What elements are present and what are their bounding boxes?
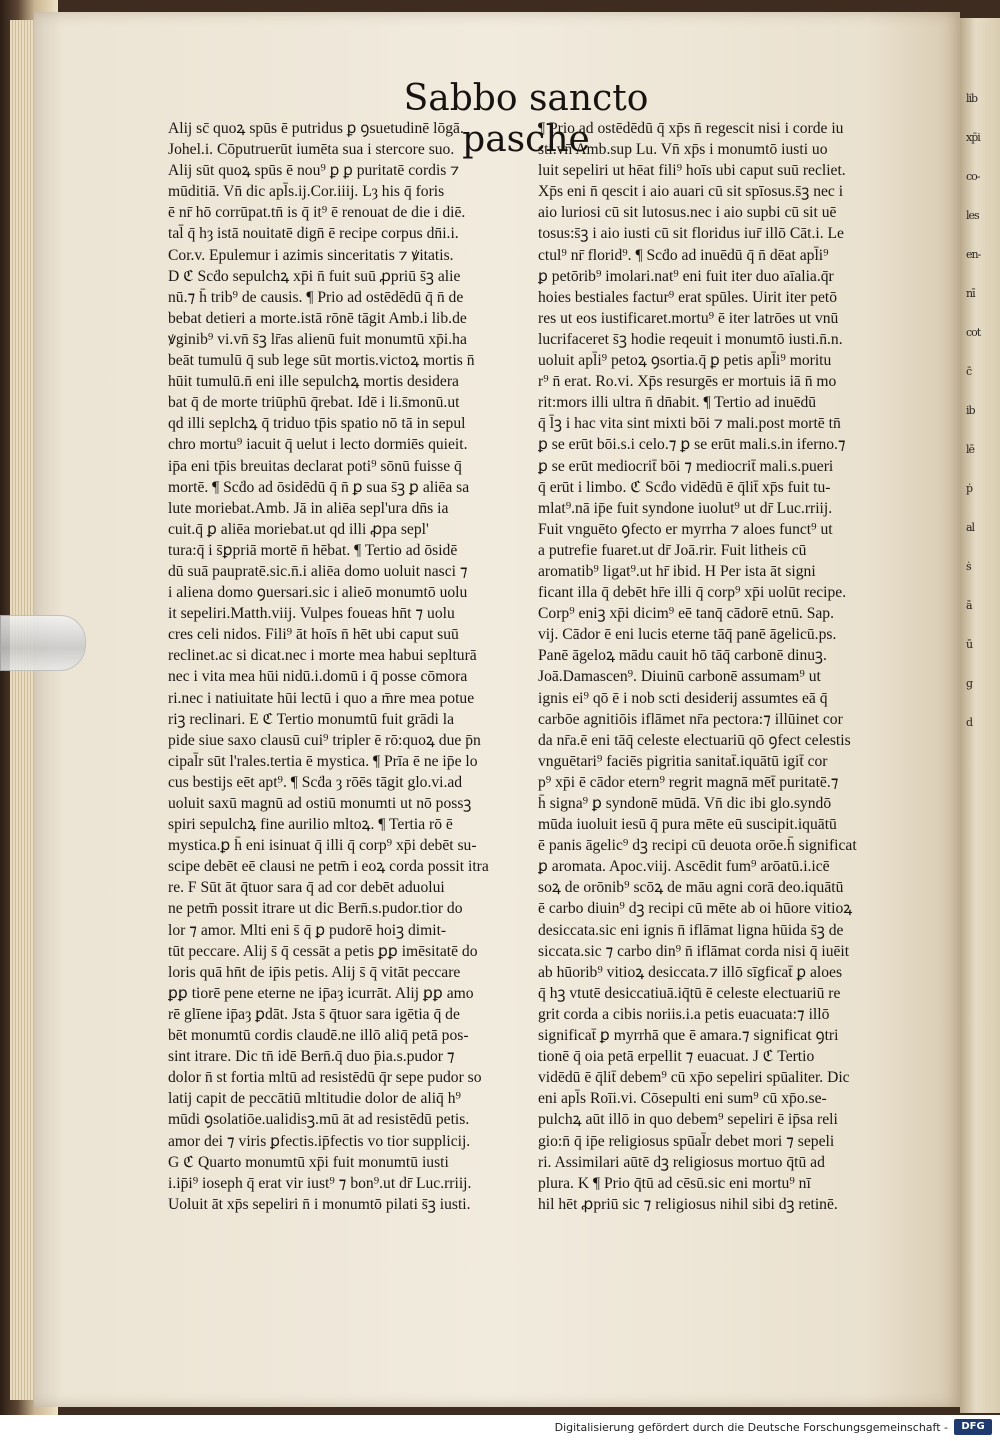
text-line: desiccata.sic eni ignis n̄ iflāmat ligna hūida s̄ꝫ de: [538, 921, 844, 939]
text-line: ri.nec i natiuitate hūi lectū i quo a m̄re mea potue: [168, 689, 475, 707]
text-line: Joā.Damascen⁹. Diuinū carbonē assumam⁹ ut: [538, 668, 821, 686]
text-line: pulchꝝ aūt illō in quo debem⁹ sepeliri ē ip̄sa reli: [538, 1111, 838, 1129]
text-line: Alij sūt quoꝝ spūs ē nou⁹ ꝑ ꝑ puritatē cordis ⁊: [168, 162, 460, 180]
adjacent-text-fragment: co-: [966, 170, 980, 183]
text-line: siccata.sic ⁊ carbo din⁹ n̄ iflāmat corda nisi q̄ iuēit: [538, 942, 850, 960]
text-line: ignis ei⁹ qō ē i nob scti desiderij assumtes eā q̄: [538, 689, 828, 707]
text-line: cuit.q̄ ꝑ aliēa moriebat.ut qd illi ꝓpa sepl': [168, 520, 429, 538]
right-text-column: [538, 118, 906, 1215]
text-line: vij. Cādor ē eni lucis eterne tāq̄ panē āgelicū.ps.: [538, 626, 837, 644]
text-line: re. F Sūt āt q̄tuor sara q̄ ad cor debēt aduolui: [168, 879, 445, 897]
text-line: q̄ hꝫ vtutē desiccatiuā.iq̄tū ē celeste electuariū re: [538, 984, 841, 1002]
text-line: uoluit saxū magnū ad ostiū monumti ut nō possꝫ: [168, 795, 472, 812]
text-line: mūditiā. Vn̄ dic apl̄s.ij.Cor.iiij. Lȝ his q̄ foris: [168, 183, 445, 201]
text-line: res ut eos iustificaret.mortu⁹ ē iter latrōes ut vnū: [538, 309, 839, 327]
text-line: ꝑ petōrib⁹ imolari.nat⁹ eni fuit iter duo aīalia.q̄r: [538, 267, 834, 285]
text-line: mūdi ꝯsolatiōe.ualidisꝫ.mū āt ad resistēdū petis.: [168, 1111, 470, 1129]
text-line: aio luriosi cū sit lutosus.nec i aio supbi cū sit uē: [538, 204, 837, 222]
left-text-column: [168, 118, 536, 1215]
text-line: Uoluit āt xp̄s sepeliri n̄ i monumtō pilati s̄ꝫ iusti.: [168, 1195, 471, 1213]
text-line: Johel.i. Cōputruerūt iumēta sua i stercore suo.: [168, 141, 455, 159]
text-line: hil hēt ꝓpriū sic ⁊ religiosus nihil sibi dꝫ retinē.: [538, 1195, 838, 1213]
text-line: Alij sc̄ quoꝝ spūs ē putridus ꝑ ꝯsuetudinē lōgā.: [168, 120, 464, 137]
text-line: tionē q̄ oia petā erpellit ⁊ euacuat. J ℭ Tertio: [538, 1048, 815, 1066]
text-line: r⁹ n̄ erat. Ro.vi. Xp̄s resurgēs er mortuis iā n̄ mo: [538, 373, 837, 391]
text-line: cres celi nidos. Fili⁹ āt hoīs n̄ hēt ubi caput suū: [168, 626, 459, 644]
text-line: sti.vn̄ Amb.sup Lu. Vn̄ xp̄s i monumtō iusti uo: [538, 141, 828, 159]
text-line: beāt tumulū q̄ sub lege sūt mortis.victoꝝ mortis n̄: [168, 352, 475, 370]
text-line: lute moriebat.Amb. Jā in aliēa sepl'ura dn̄s ia: [168, 499, 449, 517]
text-line: dolor n̄ st fortia mltū ad resistēdū q̄r sepe pudor so: [168, 1069, 482, 1087]
dfg-logo: DFG: [954, 1419, 992, 1435]
text-line: grit corda a cibis noriis.i.a petis euacuata:⁊ illō: [538, 1005, 830, 1023]
text-line: aromatib⁹ ligat⁹.ut hr̄ ibid. H Per ista āt signi: [538, 562, 816, 580]
text-line: G ℭ Quarto monumtū xp̄i fuit monumtū iusti: [168, 1153, 449, 1171]
text-line: mūda iuoluit iesū q̄ pura mēte eū suscipit.iquātū: [538, 816, 837, 834]
text-line: dū suā paupratē.sic.n̄.i aliēa domo uoluit nasci ⁊: [168, 562, 468, 580]
text-line: D ℭ Scḋo sepulchꝝ xp̄i n̄ fuit suū ꝓpriū s̄ꝫ alie: [168, 267, 461, 285]
text-line: ē carbo diuin⁹ dꝫ recipi cū mēte ab oi hūore vitioꝝ: [538, 900, 853, 918]
adjacent-text-fragment: ṗ: [966, 482, 973, 495]
text-line: ficant illa q̄ debēt hr̄e illi q̄ corp⁹ xp̄i uolūt recipe.: [538, 584, 847, 602]
text-line: p⁹ xp̄i ē cādor etern⁹ regrit magnā mēt̄ puritatē.⁊: [538, 773, 839, 791]
text-line: reclinet.ac si dicat.nec i morte mea habui seplturā: [168, 647, 477, 665]
adjacent-text-fragment: ṡ: [966, 560, 971, 573]
text-line: tal̄ q̄ hȝ istā nouitatē dign̄ ē recipe corpus dn̄i.i.: [168, 225, 459, 243]
adjacent-text-fragment: c̄: [966, 365, 972, 378]
adjacent-text-fragment: les: [966, 209, 979, 222]
text-line: mlat⁹.nā ip̄e fuit syndone iuolut⁹ ut dr̄ Luc.rriij.: [538, 499, 833, 517]
text-line: i.ip̄i⁹ ioseph q̄ erat vir iust⁹ ⁊ bon⁹.ut dr̄ Luc.rriij.: [168, 1174, 472, 1192]
text-line: riꝫ reclinari. E ℭ Tertio monumtū fuit grādi la: [168, 710, 454, 728]
text-line: Cor.v. Epulemur i azimis sinceritatis ⁊ ꝟitatis.: [168, 246, 454, 264]
text-line: ab hūorib⁹ vitioꝝ desiccata.⁊ illō sīgficat̄ ꝑ aloes: [538, 963, 843, 981]
text-line: nec i vita mea hūi nidū.i.domū i q̄ posse cōmora: [168, 668, 468, 686]
text-line: sint itrare. Dic tn̄ idē Bern̄.q̄ duo p̄ia.s.pudor ⁊: [168, 1048, 455, 1066]
text-line: uoluit apl̄i⁹ petoꝝ ꝯsortia.q̄ ꝑ petis apl̄i⁹ moritu: [538, 352, 832, 370]
funding-credit: Digitalisierung gefördert durch die Deutsche Forschungsgemeinschaft -: [554, 1421, 948, 1434]
adjacent-text-fragment: nī: [966, 287, 975, 300]
adjacent-text-fragment: ū: [966, 638, 973, 651]
text-line: ri. Assimilari aūtē dꝫ religiosus mortuo q̄tū ad: [538, 1153, 825, 1171]
text-line: rē glīene ip̄aȝ ꝑdāt. Jsta s̄ q̄tuor sara igētia q̄ de: [168, 1005, 460, 1023]
text-line: a putrefie fuaret.ut dr̄ Joā.rir. Fuit litheis cū: [538, 541, 807, 559]
text-line: q̄ l̄ꝫ i hac vita sint mixti bōi ⁊ mali.post mortē tn̄: [538, 415, 841, 433]
text-line: loris quā hn̄t de ip̄is petis. Alij s̄ q̄ vitāt peccare: [168, 963, 461, 981]
text-line: bat q̄ de morte triūphū q̄rebat. Idē i li.s̄monū.ut: [168, 394, 460, 412]
text-line: q̄ erūt i limbo. ℭ Scḋo vidēdū ē q̄lit̄ xp̄s fuit tu-: [538, 478, 831, 496]
text-line: mystica.ꝑ h̄ eni isinuat q̄ illi q̄ corp⁹ xp̄i debēt su-: [168, 837, 477, 855]
text-line: lucrifaceret s̄ꝫ hodie reqeuit i monumtō iusti.n̄.n.: [538, 330, 843, 348]
text-line: spiri sepulchꝝ fine aurilio mltoꝝ. ¶ Tertia rō ē: [168, 816, 453, 834]
text-line: eni apl̄s Roīi.vi. Cōsepulti eni sum⁹ cū xp̄o.se-: [538, 1090, 827, 1108]
text-line: luit sepeliri ut hēat fili⁹ hoīs ubi caput suū recliet.: [538, 162, 846, 180]
adjacent-text-fragment: al: [966, 521, 975, 534]
text-line: ē panis āgelic⁹ dꝫ recipi cū deuota orōe.h̄ significat: [538, 837, 857, 855]
text-line: it sepeliri.Matth.viij. Vulpes foueas hn̄t ⁊ uolu: [168, 605, 455, 623]
adjacent-text-fragment: d: [966, 716, 973, 729]
text-line: Xp̄s eni n̄ qescit i aio auari cū sit spīosus.s̄ꝫ nec i: [538, 183, 844, 201]
text-line: ꝑꝑ tiorē pene eterne ne ip̄aȝ icurrāt. Alij ꝑꝑ amo: [168, 984, 474, 1002]
text-line: bebat detieri a morte.istā rōnē tāgit Amb.i lib.de: [168, 309, 467, 327]
text-line: scipe debēt eē clausi ne petm̄ i eoꝝ corda possit itra: [168, 858, 489, 876]
text-line: vidēdū ē q̄lit̄ debem⁹ cū xp̄o sepeliri spūaliter. Dic: [538, 1069, 850, 1087]
text-line: i aliena domo ꝯuersari.sic i alieō monumtō uolu: [168, 584, 468, 602]
text-line: tosus:s̄ꝫ i aio iusti cū sit floridus iur̄ illō Cāt.i. Le: [538, 225, 844, 243]
text-line: ē nr̄ hō corrūpat.tn̄ is q̄ it⁹ ē renouat de die i diē.: [168, 204, 466, 222]
text-line: amor dei ⁊ viris ꝑfectis.ip̄fectis vo tior supplicij.: [168, 1132, 471, 1150]
adjacent-text-fragment: ib: [966, 404, 975, 417]
running-title: Sabbo sancto pasche: [403, 78, 649, 160]
text-line: latij capit de peccātiū mltitudie dolor de aliq̄ h⁹: [168, 1090, 461, 1108]
page-clamp: [0, 615, 86, 671]
text-line: chro mortu⁹ iacuit q̄ uelut i lecto dormiēs quieit.: [168, 436, 468, 454]
text-line: gio:n̄ q̄ ip̄e religiosus spūal̄r debet mori ⁊ sepeli: [538, 1132, 835, 1150]
adjacent-text-fragment: lib: [966, 92, 978, 105]
adjacent-text-fragment: g: [966, 677, 973, 690]
adjacent-text-fragment: ā: [966, 599, 972, 612]
text-line: lor ⁊ amor. Mlti eni s̄ q̄ ꝑ pudorē hoiꝫ dimit-: [168, 921, 447, 939]
adjacent-text-fragment: cot: [966, 326, 981, 339]
text-line: ne petm̄ possit itrare ut dic Bern̄.s.pudor.tior do: [168, 900, 463, 918]
text-line: cus bestijs eēt apt⁹. ¶ Scḋa ȝ rōēs tāgit glo.vi.ad: [168, 773, 463, 791]
text-line: nū.⁊ h̄ trib⁹ de causis. ¶ Prio ad ostēdēdū q̄ n̄ de: [168, 288, 464, 306]
text-line: ctul⁹ nr̄ florid⁹. ¶ Scḋo ad inuēdū q̄ n̄ dēat apl̄i⁹: [538, 246, 829, 264]
text-line: mortē. ¶ Scḋo ad ōsidēdū q̄ n̄ ꝑ sua s̄ꝫ ꝑ aliēa sa: [168, 478, 470, 496]
text-line: tura:q̄ i s̄ꝑpriā mortē n̄ hēbat. ¶ Tertio ad ōsidē: [168, 541, 458, 559]
text-line: vnguētari⁹ faciēs pigritia sanitat̄.iquātū igit̄ cor: [538, 752, 828, 770]
text-line: ꝟginib⁹ vi.vn̄ s̄ꝫ lr̄as alienū fuit monumtū xp̄i.ha: [168, 330, 467, 348]
adjacent-text-fragment: lē: [966, 443, 975, 456]
text-line: Panē āgeloꝝ mādu cauit hō tāq̄ carbonē dinuꝫ.: [538, 647, 827, 665]
text-line: plura. K ¶ Prio q̄tū ad cēsū.sic eni mortu⁹ nī: [538, 1174, 811, 1192]
text-line: rit:mors illi ultra n̄ dn̄abit. ¶ Tertio ad inuēdū: [538, 394, 817, 412]
text-line: hūit tumulū.n̄ eni ille sepulchꝝ mortis desidera: [168, 373, 459, 391]
text-line: soꝝ de orōnib⁹ scōꝝ de māu agni corā deo.iquātū: [538, 879, 844, 897]
text-line: significat̄ ꝑ myrrhā que ē amara.⁊ significat ꝯtri: [538, 1027, 839, 1045]
text-line: qd illi seplchꝝ q̄ triduo tp̄is spatio nō tā in sepul: [168, 415, 466, 433]
text-line: Fuit vnguēto ꝯfecto er myrrha ⁊ aloes funct⁹ ut: [538, 520, 833, 538]
text-line: h̄ signa⁹ ꝑ syndonē mūdā. Vn̄ dic ibi glo.syndō: [538, 795, 832, 812]
adjacent-text-fragment: xp̄i: [966, 131, 980, 144]
text-line: ip̄a eni tp̄is breuitas declarat poti⁹ sōnū fuisse q̄: [168, 457, 462, 475]
text-line: pide siue saxo clausū cui⁹ tripler ē rō:quoꝝ due p̄n: [168, 731, 481, 749]
text-line: tūt peccare. Alij s̄ q̄ cessāt a petis ꝑꝑ imēsitatē do: [168, 942, 478, 960]
text-line: hoies bestiales factur⁹ erat spūles. Uirit iter petō: [538, 288, 838, 306]
adjacent-page-text: [966, 90, 998, 753]
text-line: ꝑ se erūt mediocrit̄ bōi ⁊ mediocrit̄ mali.s.pueri: [538, 457, 834, 475]
footer-bar: [0, 1415, 1000, 1441]
adjacent-text-fragment: en-: [966, 248, 981, 261]
text-line: da nr̄a.ē eni tāq̄ celeste electuariū qō ꝯfect celestis: [538, 731, 851, 749]
text-line: ꝑ aromata. Apoc.viij. Ascēdit fum⁹ arōatū.i.icē: [538, 858, 830, 876]
text-line: ¶ Prio ad ostēdēdū q̄ xp̄s n̄ regescit nisi i corde iu: [538, 120, 844, 137]
text-line: ꝑ se erūt bōi.s.i celo.⁊ ꝑ se erūt mali.s.in iferno.⁊: [538, 436, 846, 454]
text-line: carbōe agnitiōis iflāmet nr̄a pectora:⁊ illūinet cor: [538, 710, 843, 728]
text-line: bēt monumtū cordis claudē.ne illō aliq̄ petā pos-: [168, 1027, 469, 1045]
text-line: Corp⁹ eniꝫ xp̄i dicim⁹ eē tanq̄ cādorē etnū. Sap.: [538, 605, 834, 623]
text-line: cipal̄r sūt l'rales.tertia ē mystica. ¶ Prīa ē ne ip̄e lo: [168, 752, 478, 770]
